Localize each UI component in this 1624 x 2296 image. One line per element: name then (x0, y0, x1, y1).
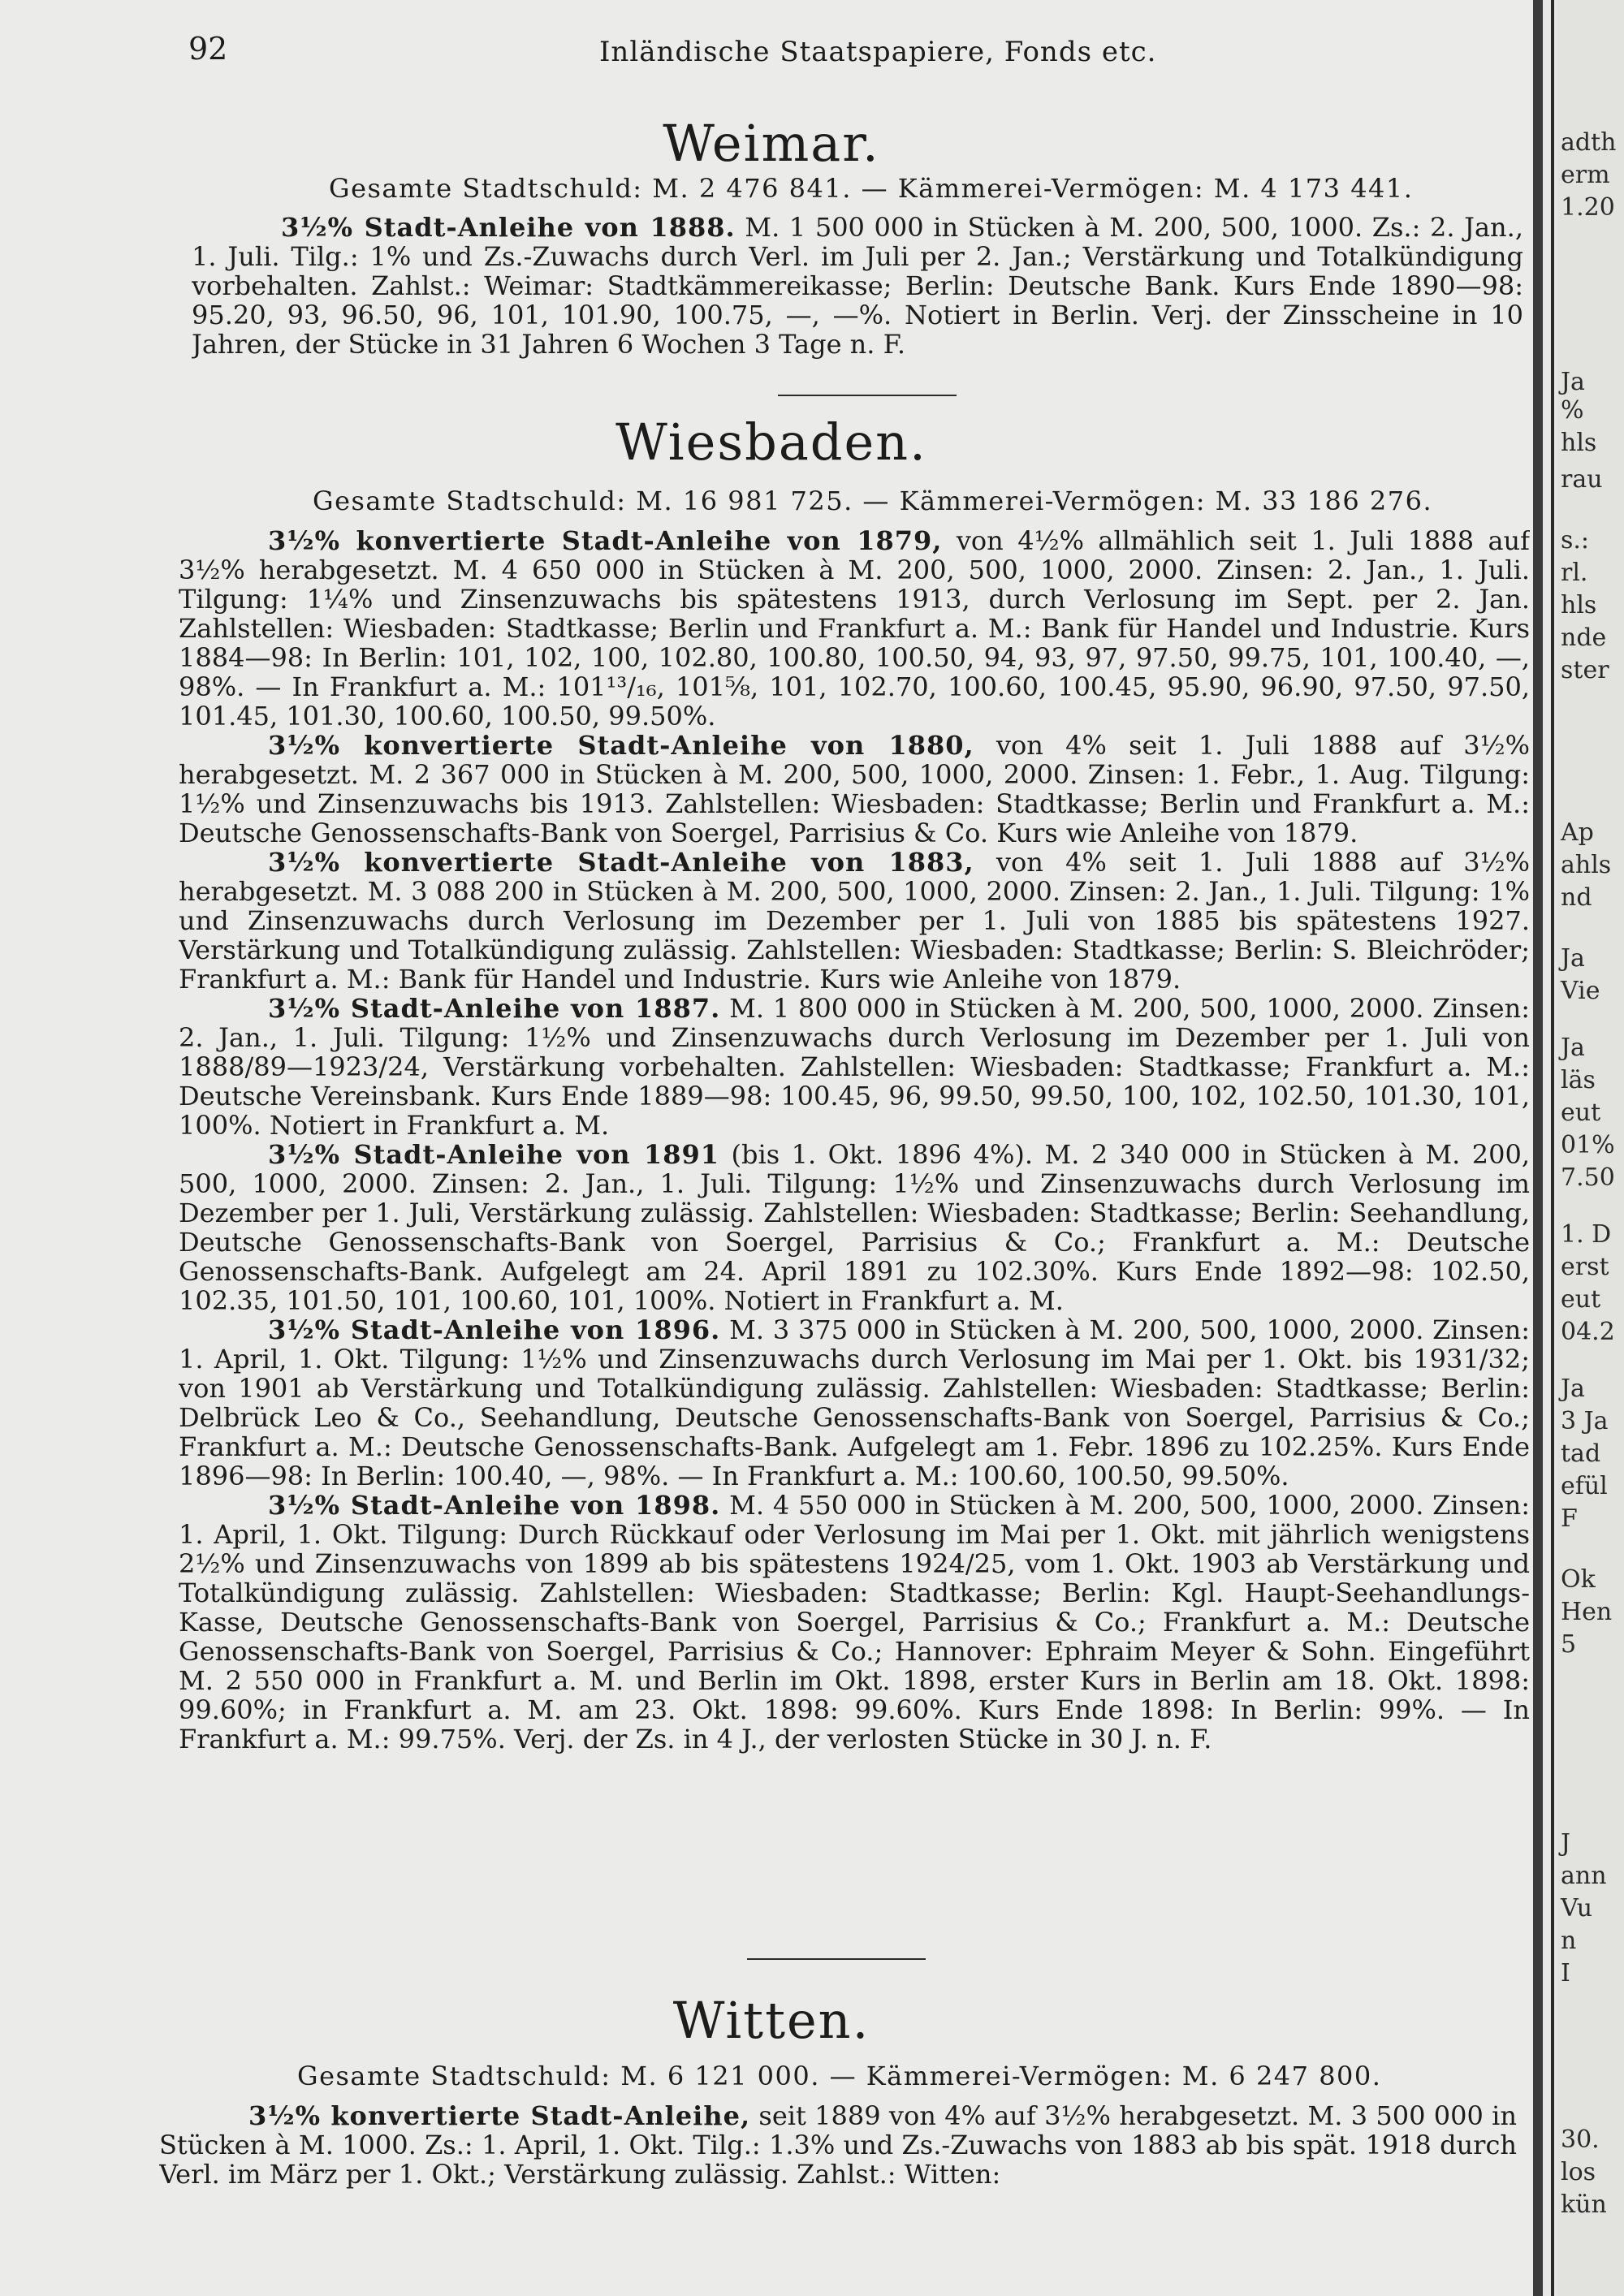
section-divider (778, 395, 957, 396)
binding-line (1551, 0, 1554, 2296)
neighbor-fragment: 1.20 (1561, 193, 1615, 222)
neighbor-fragment: s.: (1561, 526, 1590, 555)
neighbor-fragment: efül (1561, 1472, 1608, 1500)
bond-title: 3½% Stadt-Anleihe von 1888. (281, 213, 736, 243)
bond-text: von 4½% allmählich seit 1. Juli 1888 auf 3½% herabgesetzt. M. 4 650 000 in Stücken à M. 200, 500, 1000, 2000. Zinsen: 2. Jan., 1. Juli. Tilgung: 1¼% und Zinsenzuwachs bis spätestens 1913, durch Verlosung im Sept. per 2. Jan. Zahlstellen: Wiesbaden: Stadtkasse; Berlin und Frankfurt a. M.: Bank für Handel und Industrie. Kurs 1884—98: In Berlin: 101, 102, 100, 102.80, 100.80, 100.50, 94, 93, 97, 97.50, 99.75, 101, 100.40, —, 98%. — In Frankfurt a. M.: 101¹³/₁₆, 101⅝, 101, 102.70, 100.60, 100.45, 95.90, 96.90, 97.50, 97.50, 101.45, 101.30, 100.60, 100.50, 99.50%. (179, 526, 1530, 732)
neighbor-fragment: ster (1561, 656, 1609, 684)
neighbor-fragment: 7.50 (1561, 1163, 1615, 1192)
neighbor-fragment: F (1561, 1504, 1578, 1533)
neighbor-fragment: ahls (1561, 851, 1612, 879)
neighbor-fragment: hls (1561, 591, 1597, 619)
neighbor-fragment: I (1561, 1959, 1570, 1987)
city-heading-witten: Witten. (672, 1991, 870, 2050)
bond-title: 3½% Stadt-Anleihe von 1891 (268, 1139, 720, 1170)
bond-title: 3½% konvertierte Stadt-Anleihe von 1879, (268, 526, 943, 556)
bond-entry (179, 1315, 1530, 1491)
bond-text: von 4% seit 1. Juli 1888 auf 3½% herabgesetzt. M. 2 367 000 in Stücken à M. 200, 500, 1000, 2000. Zinsen: 1. Febr., 1. Aug. Tilgung: 1½% und Zinsenzuwachs bis 1913. Zahlstellen: Wiesbaden: Stadtkasse; Berlin und Frankfurt a. M.: Deutsche Genossenschafts-Bank von Soergel, Parrisius & Co. Kurs wie Anleihe von 1879. (179, 730, 1530, 848)
neighbor-fragment: Ja (1561, 1034, 1585, 1062)
neighbor-fragment: erst (1561, 1253, 1609, 1281)
neighbor-fragment: kün (1561, 2190, 1607, 2219)
entry-block-weimar (192, 213, 1523, 375)
neighbor-fragment: 30. (1561, 2126, 1600, 2154)
neighbor-fragment: eut (1561, 1285, 1601, 1314)
neighbor-fragment: rau (1561, 465, 1603, 494)
neighbor-fragment: eut (1561, 1098, 1601, 1127)
page-gutter (1533, 0, 1543, 2296)
neighbor-fragment: adth (1561, 128, 1617, 157)
bond-entry (179, 1491, 1530, 1754)
bond-entry (179, 1140, 1530, 1315)
neighbor-fragment: Ja (1561, 1375, 1585, 1403)
neighbor-fragment: Ok (1561, 1565, 1596, 1594)
running-head: Inländische Staatspapiere, Fonds etc. (599, 36, 1157, 68)
bond-title: 3½% Stadt-Anleihe von 1896. (268, 1314, 721, 1345)
neighbor-fragment: hls (1561, 429, 1597, 457)
bond-text: von 4% seit 1. Juli 1888 auf 3½% herabgesetzt. M. 3 088 200 in Stücken à M. 200, 500, 1000, 2000. Zinsen: 2. Jan., 1. Juli. Tilgung: 1% und Zinsenzuwachs durch Verlosung im Dezember per 1. Juli von 1885 bis spätestens 1927. Verstärkung und Totalkündigung zulässig. Zahlstellen: Wiesbaden: Stadtkasse; Berlin: S. Bleichröder; Frankfurt a. M.: Bank für Handel und Industrie. Kurs wie Anleihe von 1879. (179, 847, 1530, 995)
neighbor-fragment: Hen (1561, 1598, 1613, 1626)
bond-text: (bis 1. Okt. 1896 4%). M. 2 340 000 in Stücken à M. 200, 500, 1000, 2000. Zinsen: 2. Jan., 1. Juli. Tilgung: 1½% und Zinsenzuwachs durch Verlosung im Dezember per 1. Juli, Verstärkung zulässig. Zahlstellen: Wiesbaden: Stadtkasse; Berlin: Seehandlung, Deutsche Genossenschafts-Bank von Soergel, Parrisius & Co.; Frankfurt a. M.: Deutsche Genossenschafts-Bank. Aufgelegt am 24. April 1891 zu 102.30%. Kurs Ende 1892—98: 102.50, 102.35, 101.50, 101, 100.60, 101, 100%. Notiert in Frankfurt a. M. (179, 1139, 1530, 1316)
neighbor-page-edge (1557, 0, 1624, 2296)
neighbor-fragment: tad (1561, 1439, 1601, 1468)
neighbor-fragment: 04.2 (1561, 1318, 1615, 1346)
neighbor-fragment: ann (1561, 1862, 1607, 1890)
neighbor-fragment: los (1561, 2158, 1596, 2186)
bond-entry (179, 526, 1530, 731)
neighbor-fragment: nde (1561, 624, 1607, 652)
bond-text: seit 1889 von 4% auf 3½% herabgesetzt. M. 3 500 000 in Stücken à M. 1000. Zs.: 1. April, 1. Okt. Tilg.: 1.3% und Zs.-Zuwachs von 1883 ab bis spät. 1918 durch Verl. im März per 1. Okt.; Verstärkung zulässig. Zahlst.: Witten: (159, 2101, 1517, 2190)
bond-text: M. 1 500 000 in Stücken à M. 200, 500, 1000. Zs.: 2. Jan., 1. Juli. Tilg.: 1% und Zs.-Zuwachs durch Verl. im Juli per 2. Jan.; Verstärkung und Totalkündigung vorbehalten. Zahlst.: Weimar: Stadtkämmereikasse; Berlin: Deutsche Bank. Kurs Ende 1890—98: 95.20, 93, 96.50, 96, 101, 101.90, 100.75, —, —%. Notiert in Berlin. Verj. der Zinsscheine in 10 Jahren, der Stücke in 31 Jahren 6 Wochen 3 Tage n. F. (192, 213, 1523, 360)
bond-text: M. 4 550 000 in Stücken à M. 200, 500, 1000, 2000. Zinsen: 1. April, 1. Okt. Tilgung: Durch Rückkauf oder Verlosung im Mai per 1. Okt. mit jährlich wenigstens 2½% und Zinsenzuwachs von 1899 ab bis spätestens 1924/25, vom 1. Okt. 1903 ab Verstärkung und Totalkündigung zulässig. Zahlstellen: Wiesbaden: Stadtkasse; Berlin: Kgl. Haupt-Seehandlungs-Kasse, Deutsche Genossenschafts-Bank von Soergel, Parrisius & Co.; Frankfurt a. M.: Deutsche Genossenschafts-Bank von Soergel, Parrisius & Co.; Hannover: Ephraim Meyer & Sohn. Eingeführt M. 2 550 000 in Frankfurt a. M. und Berlin im Okt. 1898, erster Kurs in Berlin am 18. Okt. 1898: 99.60%; in Frankfurt a. M. am 23. Okt. 1898: 99.60%. Kurs Ende 1898: In Berlin: 99%. — In Frankfurt a. M.: 99.75%. Verj. der Zs. in 4 J., der verlosten Stücke in 30 J. n. F. (179, 1490, 1530, 1754)
bond-title: 3½% konvertierte Stadt-Anleihe, (248, 2101, 751, 2131)
neighbor-fragment: Ja (1561, 368, 1585, 396)
entry-block-wiesbaden (179, 526, 1530, 1903)
neighbor-fragment: Ja (1561, 944, 1585, 973)
bond-entry (179, 848, 1530, 994)
city-summary-wiesbaden: Gesamte Stadtschuld: M. 16 981 725. — Kämmerei-Vermögen: M. 33 186 276. (313, 486, 1433, 516)
bond-entry (159, 2101, 1517, 2189)
bond-title: 3½% konvertierte Stadt-Anleihe von 1883, (268, 847, 974, 878)
section-divider (747, 1958, 926, 1960)
bond-entry (192, 213, 1523, 359)
bond-text: M. 3 375 000 in Stücken à M. 200, 500, 1000, 2000. Zinsen: 1. April, 1. Okt. Tilgung: 1½% und Zinsenzuwachs durch Verlosung im Mai per 1. Okt. bis 1931/32; von 1901 ab Verstärkung und Totalkündigung zulässig. Zahlstellen: Wiesbaden: Stadtkasse; Berlin: Delbrück Leo & Co., Seehandlung, Deutsche Genossenschafts-Bank von Soergel, Parrisius & Co.; Frankfurt a. M.: Deutsche Genossenschafts-Bank. Aufgelegt am 1. Febr. 1896 zu 102.25%. Kurs Ende 1896—98: In Berlin: 100.40, —, 98%. — In Frankfurt a. M.: 100.60, 100.50, 99.50%. (179, 1314, 1530, 1491)
bond-title: 3½% konvertierte Stadt-Anleihe von 1880, (268, 730, 974, 761)
city-summary-weimar: Gesamte Stadtschuld: M. 2 476 841. — Kämmerei-Vermögen: M. 4 173 441. (329, 173, 1414, 204)
neighbor-fragment: n (1561, 1927, 1577, 1955)
neighbor-fragment: rl. (1561, 559, 1588, 587)
neighbor-fragment: J (1561, 1829, 1571, 1858)
bond-text: M. 1 800 000 in Stücken à M. 200, 500, 1000, 2000. Zinsen: 2. Jan., 1. Juli. Tilgung: 1½% und Zinsenzuwachs durch Verlosung im Dezember per 1. Juli von 1888/89—1923/24, Verstärkung vorbehalten. Zahlstellen: Wiesbaden: Stadtkasse; Frankfurt a. M.: Deutsche Vereinsbank. Kurs Ende 1889—98: 100.45, 96, 99.50, 99.50, 100, 102, 102.50, 101.30, 101, 100%. Notiert in Frankfurt a. M. (179, 993, 1530, 1141)
neighbor-fragment: 01% (1561, 1131, 1615, 1159)
neighbor-fragment: Vie (1561, 977, 1600, 1005)
bond-entry (179, 731, 1530, 848)
neighbor-fragment: 3 Ja (1561, 1407, 1609, 1435)
city-summary-witten: Gesamte Stadtschuld: M. 6 121 000. — Kämmerei-Vermögen: M. 6 247 800. (297, 2061, 1382, 2091)
neighbor-fragment: % (1561, 396, 1584, 425)
neighbor-fragment: nd (1561, 883, 1592, 912)
city-heading-wiesbaden: Wiesbaden. (615, 412, 927, 472)
bond-entry (179, 994, 1530, 1140)
city-heading-weimar: Weimar. (663, 114, 880, 173)
neighbor-fragment: Vu (1561, 1894, 1593, 1923)
neighbor-fragment: 5 (1561, 1630, 1577, 1659)
page-number: 92 (188, 31, 228, 67)
neighbor-fragment: läs (1561, 1066, 1596, 1094)
page-header (0, 31, 1533, 71)
bond-title: 3½% Stadt-Anleihe von 1887. (268, 993, 721, 1024)
entry-block-witten (159, 2101, 1517, 2223)
neighbor-fragment: 1. D (1561, 1220, 1612, 1249)
neighbor-fragment: Ap (1561, 818, 1594, 847)
bond-title: 3½% Stadt-Anleihe von 1898. (268, 1490, 721, 1521)
neighbor-fragment: erm (1561, 161, 1610, 189)
